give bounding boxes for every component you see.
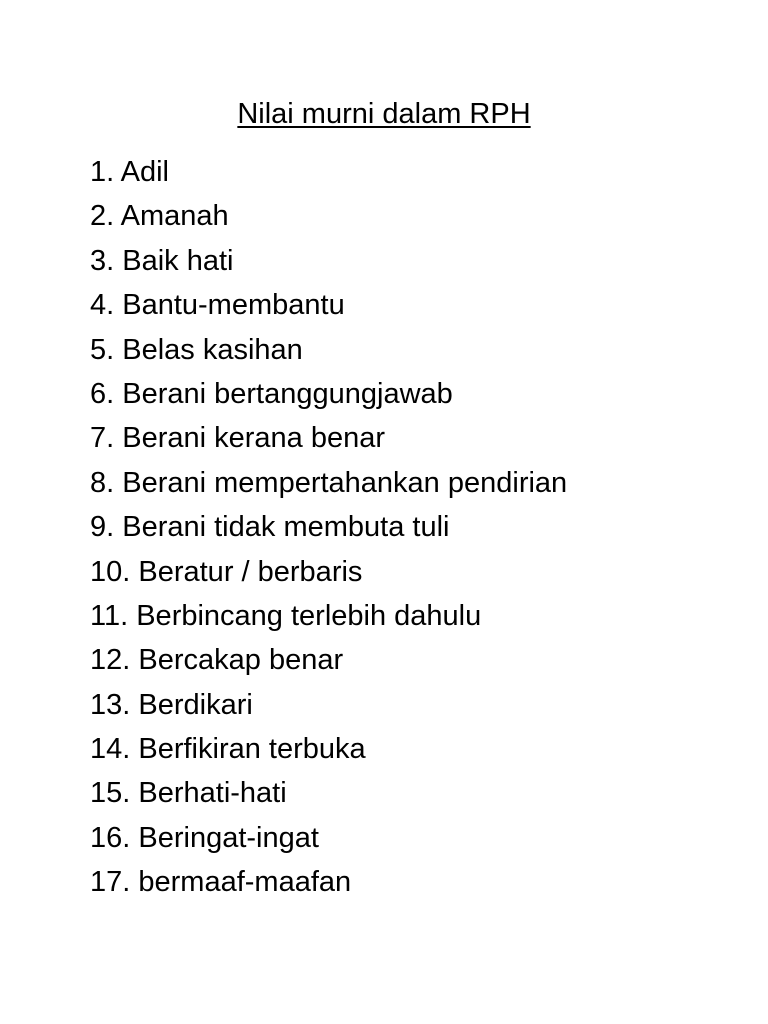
list-item: 12. Bercakap benar	[90, 644, 344, 677]
list-item: 17. bermaaf-maafan	[90, 866, 352, 899]
list-item: 16. Beringat-ingat	[90, 821, 319, 854]
list-item: 11. Berbincang terlebih dahulu	[90, 599, 482, 632]
list-item: 6. Berani bertanggungjawab	[90, 377, 453, 410]
page-title: Nilai murni dalam RPH	[237, 98, 531, 130]
list-item: 15. Berhati-hati	[90, 777, 287, 810]
list-item: 13. Berdikari	[90, 688, 253, 721]
values-list	[90, 150, 567, 905]
list-item: 8. Berani mempertahankan pendirian	[90, 466, 568, 499]
list-item: 7. Berani kerana benar	[90, 422, 386, 455]
list-item: 2. Amanah	[90, 200, 229, 233]
list-item: 4. Bantu-membantu	[90, 289, 345, 322]
list-item: 9. Berani tidak membuta tuli	[90, 511, 450, 544]
list-item: 1. Adil	[90, 156, 169, 188]
list-item: 10. Beratur / berbaris	[90, 555, 363, 588]
list-item: 14. Berfikiran terbuka	[90, 733, 366, 766]
list-item: 5. Belas kasihan	[90, 333, 303, 366]
list-item: 3. Baik hati	[90, 244, 234, 277]
